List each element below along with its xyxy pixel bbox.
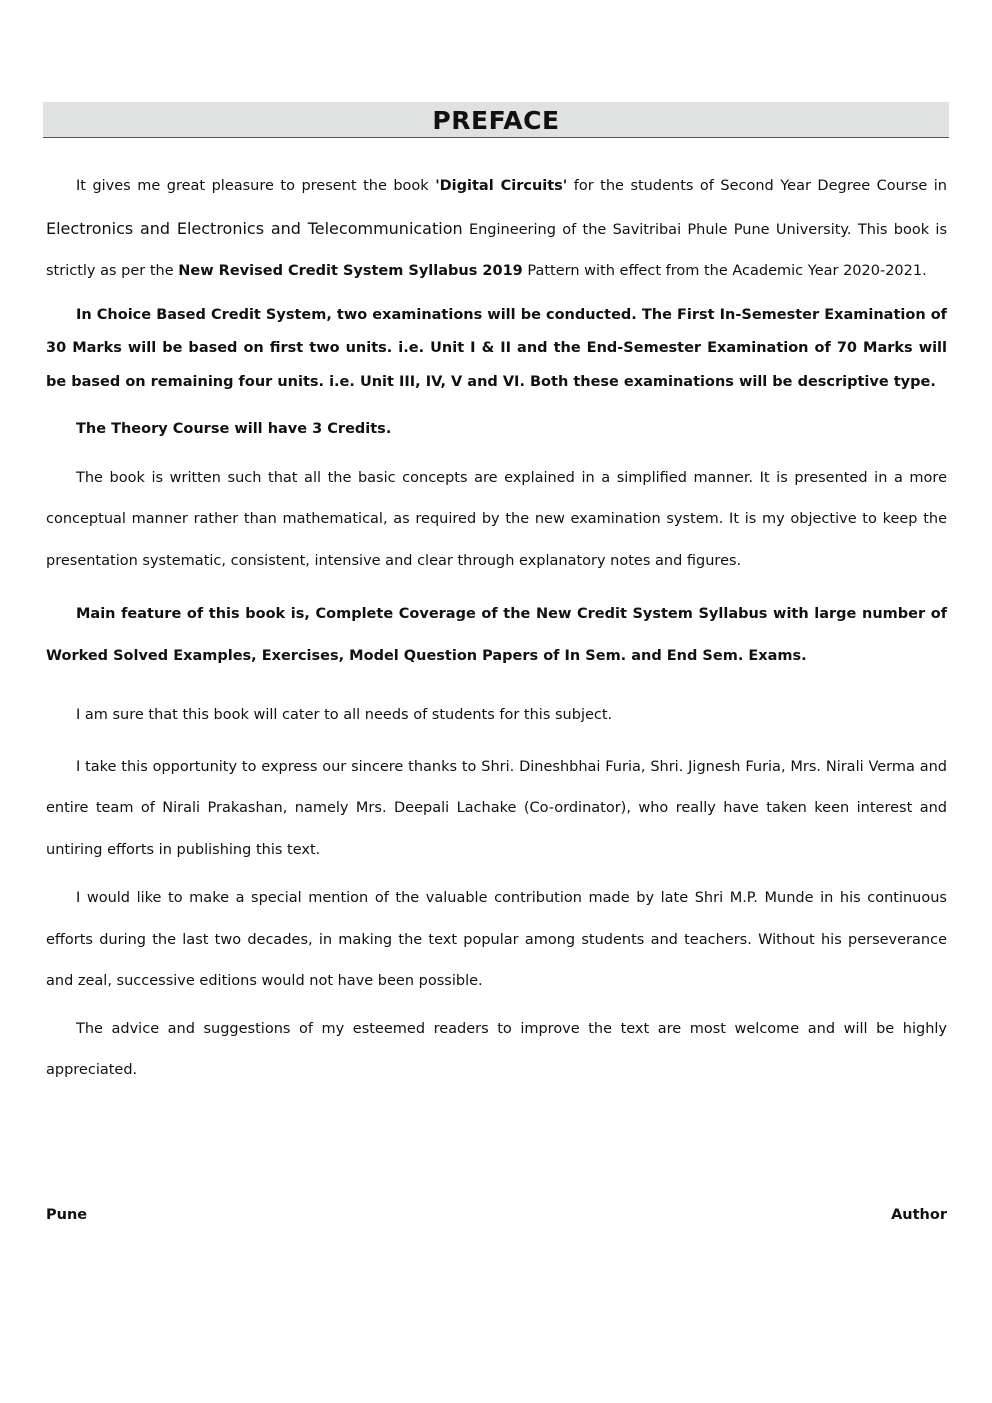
advice-paragraph: The advice and suggestions of my esteemed readers to improve the text are most welcome and will be highly appreciated. [46, 1020, 947, 1078]
sure-paragraph: I am sure that this book will cater to all needs of students for this subject. [76, 707, 613, 723]
thanks-paragraph: I take this opportunity to express our sincere thanks to Shri. Dineshbhai Furia, Shri. Jignesh Furia, Mrs. Nirali Verma and entire team of Nirali Prakashan, namely Mrs. Deepali Lachake (Co-ordinator), who really have taken keen interest and untiring efforts in publishing this text. [46, 758, 947, 858]
choice-system-paragraph: In Choice Based Credit System, two examinations will be conducted. The First In-Semester Examination of 30 Marks will be based on first two units. i.e. Unit I & II and the End-Semester Examination of 70 Marks will be based on remaining four units. i.e. Unit III, IV, V and VI. Both these examinations will be descriptive type. [46, 306, 947, 390]
intro-text-2: for the students of Second Year Degree Course in [567, 178, 948, 194]
signature-place: Pune [46, 1207, 88, 1223]
main-feature-paragraph: Main feature of this book is, Complete Coverage of the New Credit System Syllabus with large number of Worked Solved Examples, Exercises, Model Question Papers of In Sem. and End Sem. Exams. [46, 606, 947, 664]
intro-text-4: Pattern with effect from the Academic Year 2020-2021. [522, 263, 927, 279]
intro-text-3: Engineering of the Savitribai Phule Pune University. This book is strictly as per the [46, 221, 948, 279]
preface-body [46, 166, 947, 1092]
mention-paragraph: I would like to make a special mention of the valuable contribution made by late Shri M.P. Munde in his continuous efforts during the last two decades, in making the text popular among students and teachers. Without his perseverance and zeal, successive editions would not have been possible. [46, 890, 947, 989]
syllabus-name: New Revised Credit System Syllabus 2019 [178, 263, 523, 279]
signature-line [46, 1205, 947, 1225]
intro-text-1: It gives me great pleasure to present the book [76, 178, 436, 194]
title-bar [43, 102, 949, 138]
branch-name: Electronics and Electronics and Telecommunication [46, 218, 463, 238]
page-title: PREFACE [432, 106, 560, 135]
book-title: 'Digital Circuits' [435, 178, 568, 194]
intro-paragraph [46, 166, 947, 293]
signature-author: Author [891, 1207, 947, 1223]
book-style-paragraph: The book is written such that all the basic concepts are explained in a simplified manner. It is presented in a more conceptual manner rather than mathematical, as required by the new examination system. It is my objective to keep the presentation systematic, consistent, intensive and clear through explanatory notes and figures. [46, 469, 947, 569]
credits-paragraph: The Theory Course will have 3 Credits. [76, 421, 392, 437]
